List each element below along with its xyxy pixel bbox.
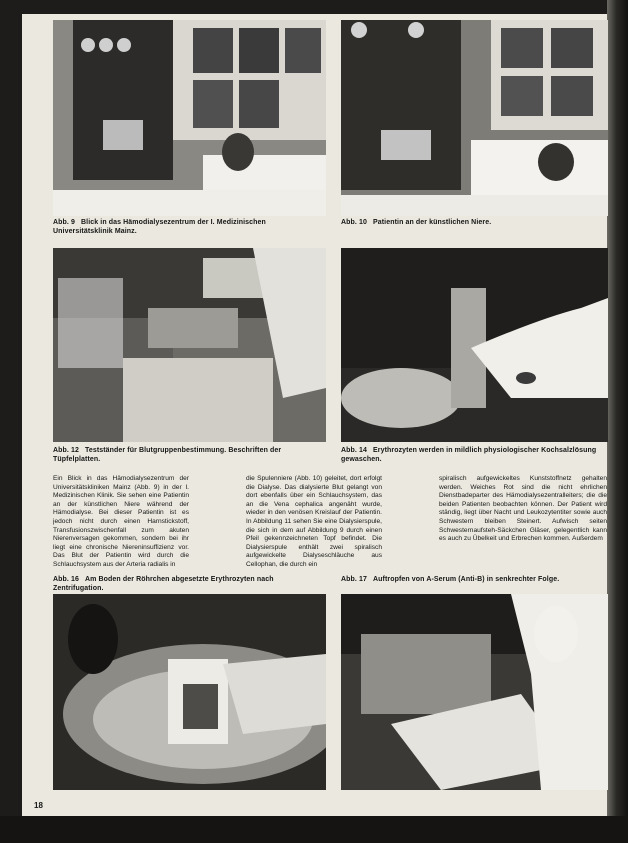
caption-text: Am Boden der Röhrchen abgesetzte Erythrozyten nach Zentrifugation. [53,576,274,592]
photo-dialysis-center [53,20,326,216]
book-spine [607,0,628,843]
caption-abb12 [53,446,326,464]
caption-number: Abb. 17 [341,576,367,583]
caption-number: Abb. 9 [53,219,75,226]
body-text-column-2: die Spulenniere (Abb. 10) geleitet, dort erfolgt die Dialyse. Das dialysierte Blut gelangt von dort ebenfalls über ein Schlauchsystem, das an die Vena cephalica angenäht wurde, wieder in den venösen Kreislauf der Patientin. In Abbildung 11 sehen Sie eine Dialysierspule, die sich in dem auf Abbildung 9 durch einen Pfeil gekennzeichneten Topf befindet. Die Dialysierspule enthält zwei spiralisch aufgewickelte Dialyseschläuche aus Cellophan, die durch ein [246,475,382,568]
caption-abb17 [341,575,608,584]
caption-text: Testständer für Blutgruppenbestimmung. Beschriften der Tüpfelplatten. [53,447,282,463]
body-text-column-3: spiralisch aufgewickeltes Kunststoffnetz gehalten werden. Weiches Rot sind die nicht ehrlichen Dienstbadeparter des Hämodialysezentralleiters; die die beiden Patienten beobachten können. Der Patient wird ständig, liegt über Nacht und Leukozytentiter sowie auch Schwestern bleiben Steinert. Aufwisch seiten Schwesternaufsteh-Säckchen Gläser, gelegentlich kann es auch zu Übelkeit und Erbrechen kommen. Außerdem [439,475,607,543]
caption-number: Abb. 16 [53,576,79,583]
caption-text: Blick in das Hämodialysezentrum der I. Medizinischen Universitätsklinik Mainz. [53,219,266,235]
caption-number: Abb. 10 [341,219,367,226]
page-number: 18 [34,801,43,810]
caption-text: Auftropfen von A-Serum (Anti-B) in senkrechter Folge. [372,576,560,583]
caption-abb9 [53,218,326,236]
caption-number: Abb. 12 [53,447,79,454]
photo-serum-dropping [341,594,608,790]
caption-text: Patientin an der künstlichen Niere. [372,219,492,226]
caption-number: Abb. 14 [341,447,367,454]
photo-patient-artificial-kidney [341,20,608,216]
photo-blood-group-test-stand [53,248,326,442]
photo-erythrocytes-washing [341,248,608,442]
body-text-column-1: Ein Blick in das Hämodialysezentrum der Universitätskliniken Mainz (Abb. 9) in der I. Medizinischen Klinik. Sie sehen eine Patientin an der künstlichen Niere während der Hämodialyse. Bei dieser Patientin ist es jedoch nicht durch einen Harnstickstoff, Transfusionszwischenfall zum akuten Nierenversagen gekommen, sondern bei ihr liegt eine chronische Niereninsuffizienz vor. Das Blut der Patientin wird durch die Schlauchsystem aus der Arteria radialis in [53,475,189,568]
caption-abb16 [53,575,326,593]
scan-bottom-edge [0,816,628,843]
caption-text: Erythrozyten werden in mildlich physiologischer Kochsalzlösung gewaschen. [341,447,597,463]
photo-centrifuge-tubes [53,594,326,790]
caption-abb14 [341,446,608,464]
caption-abb10 [341,218,608,227]
